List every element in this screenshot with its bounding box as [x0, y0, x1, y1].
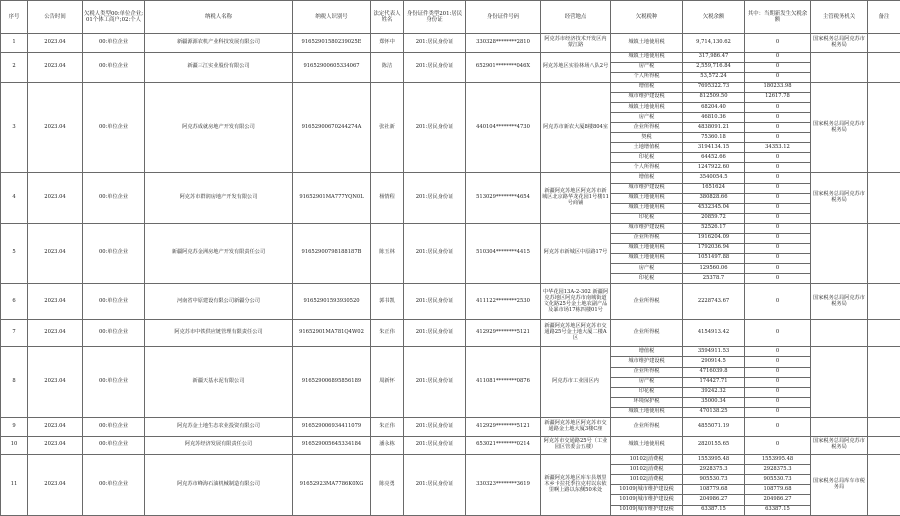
time-cell: 2023.04: [28, 52, 83, 82]
taxpayer-id-cell: 91652901MA781Q4W02: [293, 320, 371, 347]
id-number-cell: 653021********0214: [466, 436, 541, 455]
current-arrears-cell: 0: [745, 72, 811, 82]
current-arrears-cell: 108779.68: [745, 485, 811, 495]
business-address-cell: 阿克苏市工业园区内: [541, 347, 611, 417]
taxpayer-id-cell: 916529005645334184: [293, 436, 371, 455]
arrears-balance-cell: 2228743.67: [683, 284, 745, 320]
tax-kind-cell: 城镇土地使用税: [611, 436, 683, 455]
arrears-balance-cell: 52526.17: [683, 223, 745, 233]
current-arrears-cell: 63387.15: [745, 505, 811, 515]
taxpayer-name-cell: 阿克苏市中铁供应链管理有限责任公司: [145, 320, 293, 347]
tax-kind-cell: 印花税: [611, 213, 683, 223]
business-address-cell: 新疆阿克苏地区阿克苏市交通路25号金土地大厦二楼A区: [541, 320, 611, 347]
tax-kind-cell: 城镇土地使用税: [611, 34, 683, 53]
current-arrears-cell: 0: [745, 347, 811, 357]
taxpayer-type-cell: 00:单位企业: [83, 52, 145, 82]
arrears-balance-cell: 905530.73: [683, 475, 745, 485]
current-arrears-cell: 0: [745, 213, 811, 223]
legal-rep-cell: 周新怀: [371, 347, 404, 417]
legal-rep-cell: 潘永栋: [371, 436, 404, 455]
tax-kind-cell: 个人所得税: [611, 163, 683, 173]
time-cell: 2023.04: [28, 173, 83, 223]
taxpayer-name-cell: 阿克苏经济发展有限责任公司: [145, 436, 293, 455]
time-cell: 2023.04: [28, 455, 83, 516]
arrears-balance-cell: 64452.66: [683, 153, 745, 163]
tax-kind-cell: 企业所得税: [611, 284, 683, 320]
tax-kind-cell: 城镇土地使用税: [611, 103, 683, 113]
current-arrears-cell: 0: [745, 377, 811, 387]
remark-cell: [868, 52, 900, 82]
arrears-balance-cell: 20859.72: [683, 213, 745, 223]
arrears-balance-cell: 4838091.21: [683, 123, 745, 133]
current-arrears-cell: 12617.78: [745, 92, 811, 102]
arrears-balance-cell: 68204.40: [683, 103, 745, 113]
time-cell: 2023.04: [28, 82, 83, 173]
current-arrears-cell: 0: [745, 417, 811, 436]
legal-rep-cell: 张社新: [371, 82, 404, 173]
seq-cell: 11: [1, 455, 28, 516]
header-cell: 主管税务机关: [811, 1, 868, 34]
seq-cell: 8: [1, 347, 28, 417]
current-arrears-cell: 0: [745, 123, 811, 133]
id-number-cell: 513029********4654: [466, 173, 541, 223]
taxpayer-id-cell: 91652901580239025E: [293, 34, 371, 53]
tax-kind-cell: 房产税: [611, 62, 683, 72]
tax-kind-cell: 房产税: [611, 377, 683, 387]
taxpayer-name-cell: 新疆天基水泥有限公司: [145, 347, 293, 417]
header-cell: 经营地点: [541, 1, 611, 34]
arrears-balance-cell: 1247922.60: [683, 163, 745, 173]
seq-cell: 6: [1, 284, 28, 320]
taxpayer-type-cell: 00:单位企业: [83, 284, 145, 320]
arrears-balance-cell: 39242.32: [683, 387, 745, 397]
tax-kind-cell: 城市维护建设税: [611, 183, 683, 193]
arrears-balance-cell: 53,572.24: [683, 72, 745, 82]
taxpayer-type-cell: 00:单位企业: [83, 347, 145, 417]
tax-office-cell: [811, 52, 868, 82]
time-cell: 2023.04: [28, 284, 83, 320]
current-arrears-cell: 0: [745, 264, 811, 274]
taxpayer-type-cell: 00:单位企业: [83, 455, 145, 516]
business-address-cell: 阿克苏市经济技术开发区内蒙江路: [541, 34, 611, 53]
id-type-cell: 201:居民身份证: [404, 52, 466, 82]
table-row: [1, 320, 900, 347]
remark-cell: [868, 173, 900, 223]
header-cell: 序号: [1, 1, 28, 34]
tax-office-cell: 国家税务总局库车市税务局: [811, 455, 868, 516]
id-type-cell: 201:居民身份证: [404, 436, 466, 455]
business-address-cell: 阿克苏地区实验林场八队2号: [541, 52, 611, 82]
arrears-balance-cell: 317,986.47: [683, 52, 745, 62]
legal-rep-cell: 杨情程: [371, 173, 404, 223]
id-number-cell: 412929********5121: [466, 417, 541, 436]
tax-office-cell: 国家税务总局阿克苏市税务局: [811, 284, 868, 320]
tax-kind-cell: 城镇土地使用税: [611, 407, 683, 417]
taxpayer-id-cell: 91652901593930520: [293, 284, 371, 320]
id-number-cell: 411081********0876: [466, 347, 541, 417]
id-type-cell: 201:居民身份证: [404, 455, 466, 516]
current-arrears-cell: 0: [745, 133, 811, 143]
tax-kind-cell: 城镇土地使用税: [611, 52, 683, 62]
remark-cell: [868, 347, 900, 417]
remark-cell: [868, 417, 900, 436]
current-arrears-cell: 0: [745, 62, 811, 72]
business-address-cell: 新疆阿克苏地区阿克苏市交通路金土地大厦3楼C座: [541, 417, 611, 436]
seq-cell: 2: [1, 52, 28, 82]
taxpayer-type-cell: 00:单位企业: [83, 436, 145, 455]
table-row: [1, 82, 900, 92]
id-number-cell: 510304********4415: [466, 223, 541, 283]
taxpayer-type-cell: 00:单位企业: [83, 320, 145, 347]
current-arrears-cell: 0: [745, 193, 811, 203]
time-cell: 2023.04: [28, 320, 83, 347]
remark-cell: [868, 455, 900, 516]
id-type-cell: 201:居民身份证: [404, 320, 466, 347]
taxpayer-name-cell: 新疆源源农机产业科技发展有限公司: [145, 34, 293, 53]
tax-kind-cell: 城镇土地使用税: [611, 203, 683, 213]
current-arrears-cell: 0: [745, 223, 811, 233]
id-type-cell: 201:居民身份证: [404, 34, 466, 53]
header-cell: 欠税税种: [611, 1, 683, 34]
seq-cell: 1: [1, 34, 28, 53]
header-cell: 备注: [868, 1, 900, 34]
tax-kind-cell: 城市维护建设税: [611, 223, 683, 233]
business-address-cell: 新疆阿克苏地区库车县墩里木乡卡拉托季拉克村以东依里啊上路以东侧50米处: [541, 455, 611, 516]
taxpayer-id-cell: 916529006934411079: [293, 417, 371, 436]
tax-kind-cell: 10109|城市维护建设税: [611, 505, 683, 515]
current-arrears-cell: 0: [745, 153, 811, 163]
seq-cell: 4: [1, 173, 28, 223]
current-arrears-cell: 0: [745, 407, 811, 417]
arrears-balance-cell: 1916204.09: [683, 233, 745, 243]
id-number-cell: 330328********2810: [466, 34, 541, 53]
current-arrears-cell: 0: [745, 103, 811, 113]
arrears-balance-cell: 7695322.73: [683, 82, 745, 92]
header-cell: 欠税人类型00:单位企业;01个体工商户;02:个人: [83, 1, 145, 34]
taxpayer-type-cell: 00:单位企业: [83, 173, 145, 223]
current-arrears-cell: 0: [745, 243, 811, 253]
arrears-balance-cell: 174427.71: [683, 377, 745, 387]
tax-kind-cell: 企业所得税: [611, 123, 683, 133]
id-number-cell: 412929********5121: [466, 320, 541, 347]
current-arrears-cell: 0: [745, 203, 811, 213]
current-arrears-cell: 0: [745, 233, 811, 243]
arrears-balance-cell: 4154913.42: [683, 320, 745, 347]
tax-kind-cell: 城镇土地使用税: [611, 253, 683, 263]
tax-kind-cell: 10109|城市维护建设税: [611, 485, 683, 495]
seq-cell: 3: [1, 82, 28, 173]
arrears-balance-cell: 108779.68: [683, 485, 745, 495]
arrears-balance-cell: 4716039.8: [683, 367, 745, 377]
tax-kind-cell: 10102|消费税: [611, 465, 683, 475]
taxpayer-name-cell: 新疆阿克苏金洲房地产开发有限责任公司: [145, 223, 293, 283]
remark-cell: [868, 284, 900, 320]
current-arrears-cell: 0: [745, 284, 811, 320]
tax-kind-cell: 企业所得税: [611, 320, 683, 347]
table-row: [1, 223, 900, 233]
seq-cell: 9: [1, 417, 28, 436]
legal-rep-cell: 陈亮勇: [371, 455, 404, 516]
tax-kind-cell: 增值税: [611, 347, 683, 357]
business-address-cell: 阿克苏市新农大厦8楼804室: [541, 82, 611, 173]
taxpayer-type-cell: 00:单位企业: [83, 82, 145, 173]
current-arrears-cell: 0: [745, 253, 811, 263]
current-arrears-cell: 0: [745, 274, 811, 284]
tax-kind-cell: 印花税: [611, 274, 683, 284]
tax-office-cell: [811, 347, 868, 417]
current-arrears-cell: 1553995.48: [745, 455, 811, 465]
arrears-balance-cell: 470138.25: [683, 407, 745, 417]
remark-cell: [868, 223, 900, 283]
taxpayer-name-cell: 河南省中原建设有限公司新疆分公司: [145, 284, 293, 320]
taxpayer-name-cell: 阿克苏市群润房地产开发有限公司: [145, 173, 293, 223]
id-number-cell: 330323********3619: [466, 455, 541, 516]
arrears-balance-cell: 2,559,716.84: [683, 62, 745, 72]
taxpayer-id-cell: 91652901MA777YQN0L: [293, 173, 371, 223]
tax-kind-cell: 城市维护建设税: [611, 357, 683, 367]
arrears-balance-cell: 1553995.48: [683, 455, 745, 465]
current-arrears-cell: 34353.12: [745, 143, 811, 153]
legal-rep-cell: 郭书凯: [371, 284, 404, 320]
arrears-balance-cell: 46810.36: [683, 113, 745, 123]
tax-office-cell: [811, 320, 868, 347]
taxpayer-type-cell: 00:单位企业: [83, 223, 145, 283]
current-arrears-cell: 0: [745, 163, 811, 173]
time-cell: 2023.04: [28, 223, 83, 283]
tax-office-cell: [811, 223, 868, 283]
arrears-balance-cell: 1651624: [683, 183, 745, 193]
arrears-balance-cell: 3194134.15: [683, 143, 745, 153]
legal-rep-cell: 朱正伟: [371, 417, 404, 436]
id-type-cell: 201:居民身份证: [404, 173, 466, 223]
current-arrears-cell: 0: [745, 397, 811, 407]
business-address-cell: 新疆阿克苏地区阿克苏市新城区北京路华龙花园1号楼11号商铺: [541, 173, 611, 223]
legal-rep-cell: 郑怀中: [371, 34, 404, 53]
business-address-cell: 中华花园13A-2-302 新疆阿克苏地区阿克苏市南城街道文化路25号金土地农副产品及暴市场17栋四楼01号: [541, 284, 611, 320]
current-arrears-cell: 0: [745, 113, 811, 123]
current-arrears-cell: 204986.27: [745, 495, 811, 505]
id-type-cell: 201:居民身份证: [404, 223, 466, 283]
tax-kind-cell: 个人所得税: [611, 72, 683, 82]
tax-kind-cell: 增值税: [611, 82, 683, 92]
tax-kind-cell: 环境保护税: [611, 397, 683, 407]
arrears-balance-cell: 3540054.5: [683, 173, 745, 183]
current-arrears-cell: 0: [745, 52, 811, 62]
table-row: [1, 455, 900, 465]
current-arrears-cell: 0: [745, 387, 811, 397]
id-type-cell: 201:居民身份证: [404, 82, 466, 173]
arrears-balance-cell: 1051497.88: [683, 253, 745, 263]
arrears-balance-cell: 290914.5: [683, 357, 745, 367]
taxpayer-type-cell: 00:单位企业: [83, 34, 145, 53]
header-cell: 公告时间: [28, 1, 83, 34]
taxpayer-id-cell: 91652923MA7786K0XG: [293, 455, 371, 516]
header-cell: 欠税余额: [683, 1, 745, 34]
arrears-balance-cell: 4532345.04: [683, 203, 745, 213]
table-row: [1, 173, 900, 183]
legal-rep-cell: 朱正伟: [371, 320, 404, 347]
tax-kind-cell: 10109|城市维护建设税: [611, 495, 683, 505]
taxpayer-id-cell: 916529006895856189: [293, 347, 371, 417]
taxpayer-name-cell: 新疆三江实业股份有限公司: [145, 52, 293, 82]
arrears-balance-cell: 812509.50: [683, 92, 745, 102]
table-row: [1, 284, 900, 320]
table-row: [1, 347, 900, 357]
arrears-balance-cell: 129560.06: [683, 264, 745, 274]
time-cell: 2023.04: [28, 347, 83, 417]
current-arrears-cell: 0: [745, 436, 811, 455]
legal-rep-cell: 陈洁: [371, 52, 404, 82]
arrears-balance-cell: 2820155.65: [683, 436, 745, 455]
arrears-balance-cell: 3594911.53: [683, 347, 745, 357]
remark-cell: [868, 34, 900, 53]
tax-office-cell: 国家税务总局阿克苏市税务局: [811, 34, 868, 53]
table-row: [1, 34, 900, 53]
current-arrears-cell: 0: [745, 34, 811, 53]
tax-kind-cell: 增值税: [611, 173, 683, 183]
taxpayer-name-cell: 阿克苏市峰海石油机械制造有限公司: [145, 455, 293, 516]
taxpayer-name-cell: 阿克苏成就房地产开发有限公司: [145, 82, 293, 173]
header-cell: 身份证件类型201:居民身份证: [404, 1, 466, 34]
tax-office-cell: [811, 417, 868, 436]
current-arrears-cell: 0: [745, 173, 811, 183]
arrears-balance-cell: 4855071.19: [683, 417, 745, 436]
table-row: [1, 436, 900, 455]
table-row: [1, 417, 900, 436]
taxpayer-name-cell: 阿克苏金土地生态农业投资有限公司: [145, 417, 293, 436]
id-type-cell: 201:居民身份证: [404, 347, 466, 417]
tax-kind-cell: 印花税: [611, 387, 683, 397]
header-cell: 身份证件号码: [466, 1, 541, 34]
current-arrears-cell: 2928375.3: [745, 465, 811, 475]
seq-cell: 10: [1, 436, 28, 455]
tax-kind-cell: 印花税: [611, 153, 683, 163]
tax-kind-cell: 土地增值税: [611, 143, 683, 153]
id-number-cell: 411122********2530: [466, 284, 541, 320]
tax-office-cell: 国家税务总局阿克苏市税务局: [811, 436, 868, 455]
current-arrears-cell: 180233.98: [745, 82, 811, 92]
current-arrears-cell: 905530.73: [745, 475, 811, 485]
business-address-cell: 阿克苏市交通路25号（工业园区管委会五楼）: [541, 436, 611, 455]
arrears-balance-cell: 25378.7: [683, 274, 745, 284]
arrears-balance-cell: 75360.18: [683, 133, 745, 143]
arrears-balance-cell: 204986.27: [683, 495, 745, 505]
arrears-balance-cell: 1792036.94: [683, 243, 745, 253]
legal-rep-cell: 陈玉林: [371, 223, 404, 283]
tax-kind-cell: 企业所得税: [611, 367, 683, 377]
taxpayer-id-cell: 91652900798188187B: [293, 223, 371, 283]
header-cell: 其中：当期新发生欠税余额: [745, 1, 811, 34]
tax-kind-cell: 房产税: [611, 264, 683, 274]
arrears-balance-cell: 35000.34: [683, 397, 745, 407]
arrears-balance-cell: 2928375.3: [683, 465, 745, 475]
current-arrears-cell: 0: [745, 320, 811, 347]
remark-cell: [868, 82, 900, 173]
tax-kind-cell: 房产税: [611, 113, 683, 123]
arrears-balance-cell: 63387.15: [683, 505, 745, 515]
time-cell: 2023.04: [28, 436, 83, 455]
id-number-cell: 652901********046X: [466, 52, 541, 82]
table-body: [1, 34, 900, 516]
business-address-cell: 阿克苏市新城区中原路17号: [541, 223, 611, 283]
header-cell: 纳税人识别号: [293, 1, 371, 34]
current-arrears-cell: 0: [745, 357, 811, 367]
time-cell: 2023.04: [28, 417, 83, 436]
taxpayer-type-cell: 00:单位企业: [83, 417, 145, 436]
current-arrears-cell: 0: [745, 183, 811, 193]
table-row: [1, 52, 900, 62]
header-cell: 法定代表人姓名: [371, 1, 404, 34]
tax-office-cell: 国家税务总局阿克苏市税务局: [811, 173, 868, 223]
tax-kind-cell: 企业所得税: [611, 233, 683, 243]
arrears-balance-cell: 9,714,130.62: [683, 34, 745, 53]
tax-kind-cell: 企业所得税: [611, 417, 683, 436]
taxpayer-id-cell: 91652900605334067: [293, 52, 371, 82]
tax-kind-cell: 10102|消费税: [611, 455, 683, 465]
tax-kind-cell: 契税: [611, 133, 683, 143]
time-cell: 2023.04: [28, 34, 83, 53]
header-row: [1, 1, 900, 34]
tax-kind-cell: 城市维护建设税: [611, 92, 683, 102]
tax-kind-cell: 10102|消费税: [611, 475, 683, 485]
current-arrears-cell: 0: [745, 367, 811, 377]
arrears-balance-cell: 380828.66: [683, 193, 745, 203]
tax-kind-cell: 城镇土地使用税: [611, 193, 683, 203]
remark-cell: [868, 436, 900, 455]
tax-office-cell: 国家税务总局阿克苏市税务局: [811, 82, 868, 173]
id-number-cell: 440104********4730: [466, 82, 541, 173]
remark-cell: [868, 320, 900, 347]
seq-cell: 7: [1, 320, 28, 347]
id-type-cell: 201:居民身份证: [404, 284, 466, 320]
id-type-cell: 201:居民身份证: [404, 417, 466, 436]
tax-kind-cell: 城镇土地使用税: [611, 243, 683, 253]
seq-cell: 5: [1, 223, 28, 283]
header-cell: 纳税人名称: [145, 1, 293, 34]
taxpayer-id-cell: 91652900670244274A: [293, 82, 371, 173]
